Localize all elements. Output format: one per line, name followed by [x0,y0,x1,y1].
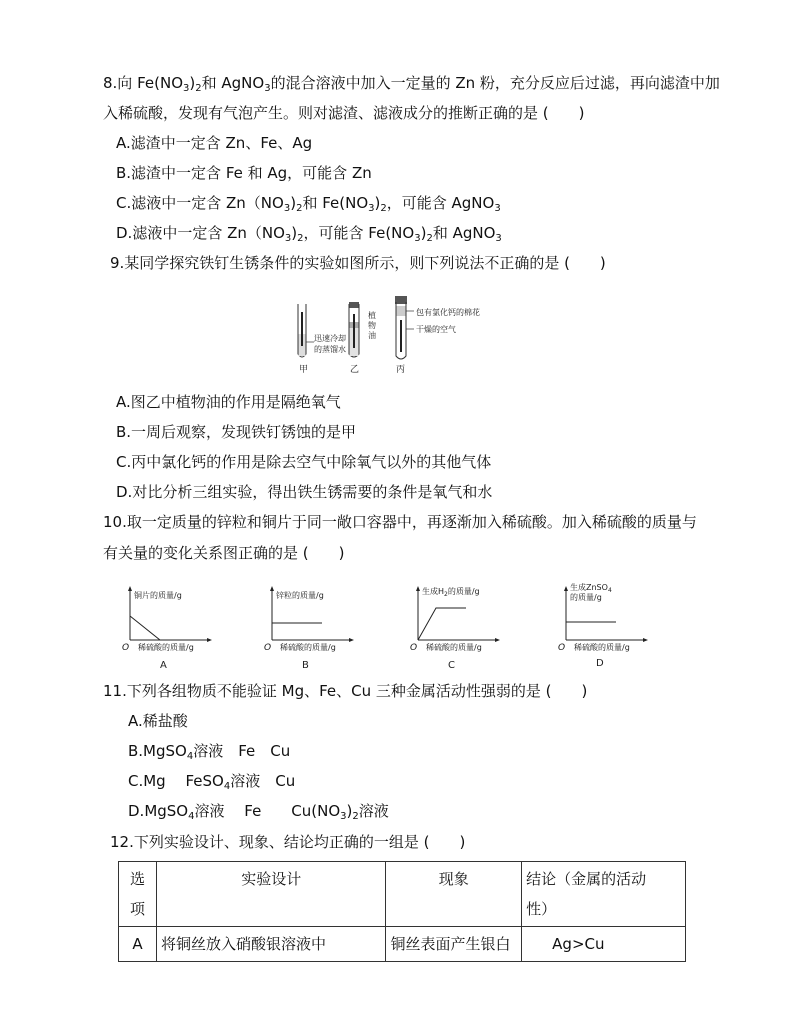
q12-stem: 12.下列实验设计、现象、结论均正确的一组是 ( ) [110,833,466,851]
tube-yi [349,302,359,357]
label-cooled-water: 迅速冷却 [314,334,346,343]
header-option: 选 项 [119,862,157,927]
graph-a-ylabel: 铜片的质量/g [134,591,182,600]
row-design: 将铜丝放入硝酸银溶液中 [156,927,385,962]
q8-stem-line2: 入稀硫酸，发现有气泡产生。则对滤渣、滤液成分的推断正确的是 ( ) [103,104,585,122]
row-conclusion: Ag>Cu [522,927,686,962]
graph-c [410,586,500,671]
q12-experiment-table [118,861,686,962]
graph-b-origin: O [264,643,272,653]
graph-a [122,586,212,671]
tube-bing-label: 丙 [396,365,406,375]
graph-d-caption: D [596,658,604,669]
graph-c-ylabel: 生成$H_2$的质量/g [422,587,480,598]
graph-d-origin: O [558,643,566,653]
graph-a-xlabel: 稀硫酸的质量/g [138,643,194,652]
tube-jia-label: 甲 [299,365,309,375]
q11-option-b: B.MgSO$_4$溶液 Fe Cu [128,742,291,762]
graph-a-origin: O [122,643,130,653]
graph-c-caption: C [448,660,455,671]
graph-b-xlabel: 稀硫酸的质量/g [280,643,336,652]
q8-stem-line1: 8.向 $Fe(NO_3)_2$和 AgNO$_3$的混合溶液中加入一定量的 Zn 粉，充分反应后过滤，再向滤渣中加 [103,74,720,94]
header-conclusion: 结论（金属的活动 性） [522,862,686,927]
q8-option-b: B.滤渣中一定含 Fe 和 Ag，可能含 Zn [116,164,372,182]
q9-option-a: A.图乙中植物油的作用是隔绝氧气 [116,393,341,411]
q9-option-d: D.对比分析三组实验，得出铁生锈需要的条件是氧气和水 [116,483,493,501]
label-oil-2: 物 [368,321,376,330]
q10-stem-line2: 有关量的变化关系图正确的是 ( ) [103,544,345,562]
q11-option-c: C.Mg FeSO$_4$溶液 Cu [128,772,296,792]
q9-option-c: C.丙中氯化钙的作用是除去空气中除氧气以外的其他气体 [116,453,492,471]
graph-b-caption: B [302,660,309,671]
q11-stem: 11.下列各组物质不能验证 Mg、Fe、Cu 三种金属活动性强弱的是 ( ) [103,682,588,700]
graph-d-ylabel-2: 的质量/g [570,593,602,602]
graph-a-caption: A [160,660,167,671]
graph-d-ylabel-1: 生成ZnSO$_4$ [570,583,612,594]
graph-b [264,586,354,671]
row-phenomenon: 铜丝表面产生银白 [386,927,522,962]
label-cooled-water-2: 的蒸馏水 [314,345,346,354]
header-design: 实验设计 [156,862,385,927]
row-option: A [119,927,157,962]
q10-stem-line1: 10.取一定质量的锌粒和铜片于同一敞口容器中，再逐渐加入稀硫酸。加入稀硫酸的质量与 [103,513,697,531]
tube-bing [395,296,414,359]
header-phenomenon: 现象 [386,862,522,927]
label-oil-3: 油 [368,331,376,340]
nail-rust-experiment-figure [290,294,520,376]
graph-b-ylabel: 锌粒的质量/g [276,591,324,600]
graph-c-origin: O [410,643,418,653]
q11-option-d: D.MgSO$_4$溶液 Fe $Cu(NO_3)_2$溶液 [128,802,389,822]
label-cotton-cacl2: 包有氯化钙的棉花 [416,308,480,317]
tube-yi-label: 乙 [350,365,360,375]
label-oil-1: 植 [368,311,376,320]
q10-graphs [118,578,658,674]
q8-option-c: C.滤液中一定含 $Zn(NO_3)_2$和 $Fe(NO_3)_2$，可能含 AgNO$_3$ [116,194,501,214]
graph-c-xlabel: 稀硫酸的质量/g [426,643,482,652]
graph-d-xlabel: 稀硫酸的质量/g [574,643,630,652]
tube-jia [298,304,314,357]
q11-option-a: A.稀盐酸 [128,712,188,730]
q9-stem: 9.某同学探究铁钉生锈条件的实验如图所示，则下列说法不正确的是 ( ) [110,254,606,272]
q9-option-b: B.一周后观察，发现铁钉锈蚀的是甲 [116,423,357,441]
table-header-row [119,862,686,927]
label-dry-air: 干燥的空气 [416,325,456,334]
table-row [119,927,686,962]
q8-option-a: A.滤渣中一定含 Zn、Fe、Ag [116,134,313,152]
q8-option-d: D.滤液中一定含 $Zn(NO_3)_2$，可能含 $Fe(NO_3)_2$和 AgNO$_3$ [116,224,502,244]
graph-d [558,582,648,669]
